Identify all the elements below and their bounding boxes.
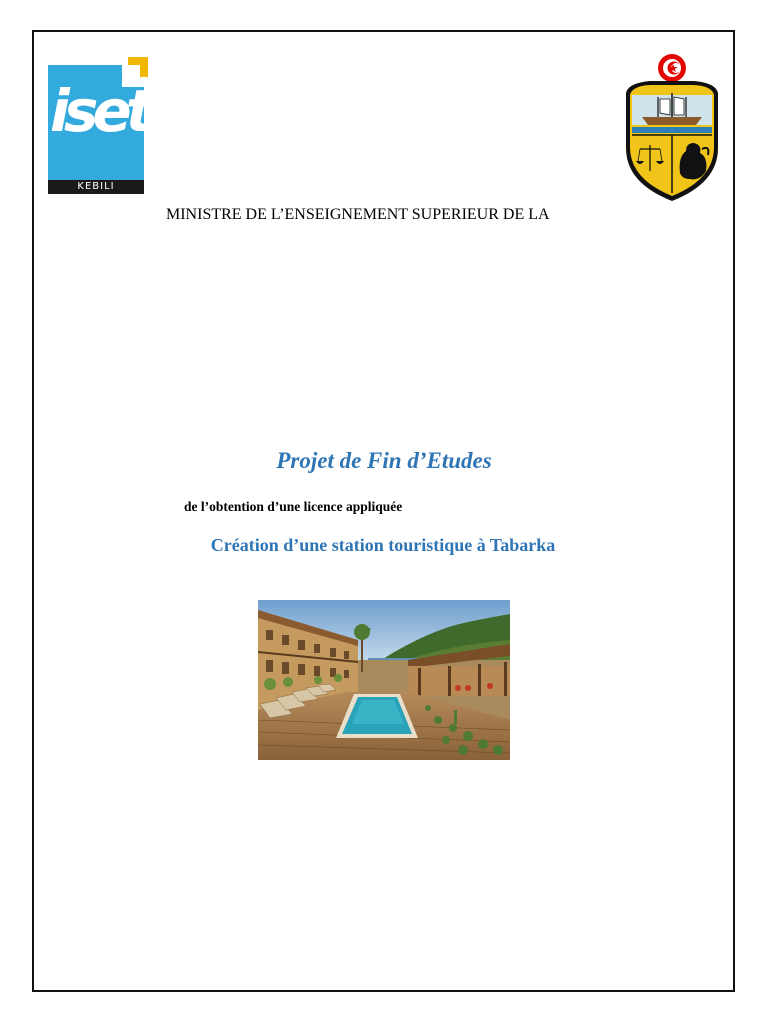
document-title: Projet de Fin d’Etudes [276, 448, 492, 473]
logo-yellow-inner [128, 65, 140, 77]
project-title: Création d’une station touristique à Tabarka [210, 535, 556, 555]
coat-of-arms-emblem [620, 53, 724, 203]
document-subtitle: de l’obtention d’une licence appliquée [184, 499, 403, 514]
resort-photo [258, 600, 510, 760]
logo-iset-letters: iset [50, 77, 148, 145]
logo-kebili-label: KEBILI [48, 180, 144, 194]
iset-kebili-logo [48, 57, 148, 194]
ministry-heading: MINISTRE DE L’ENSEIGNEMENT SUPERIEUR DE LA [166, 206, 550, 223]
